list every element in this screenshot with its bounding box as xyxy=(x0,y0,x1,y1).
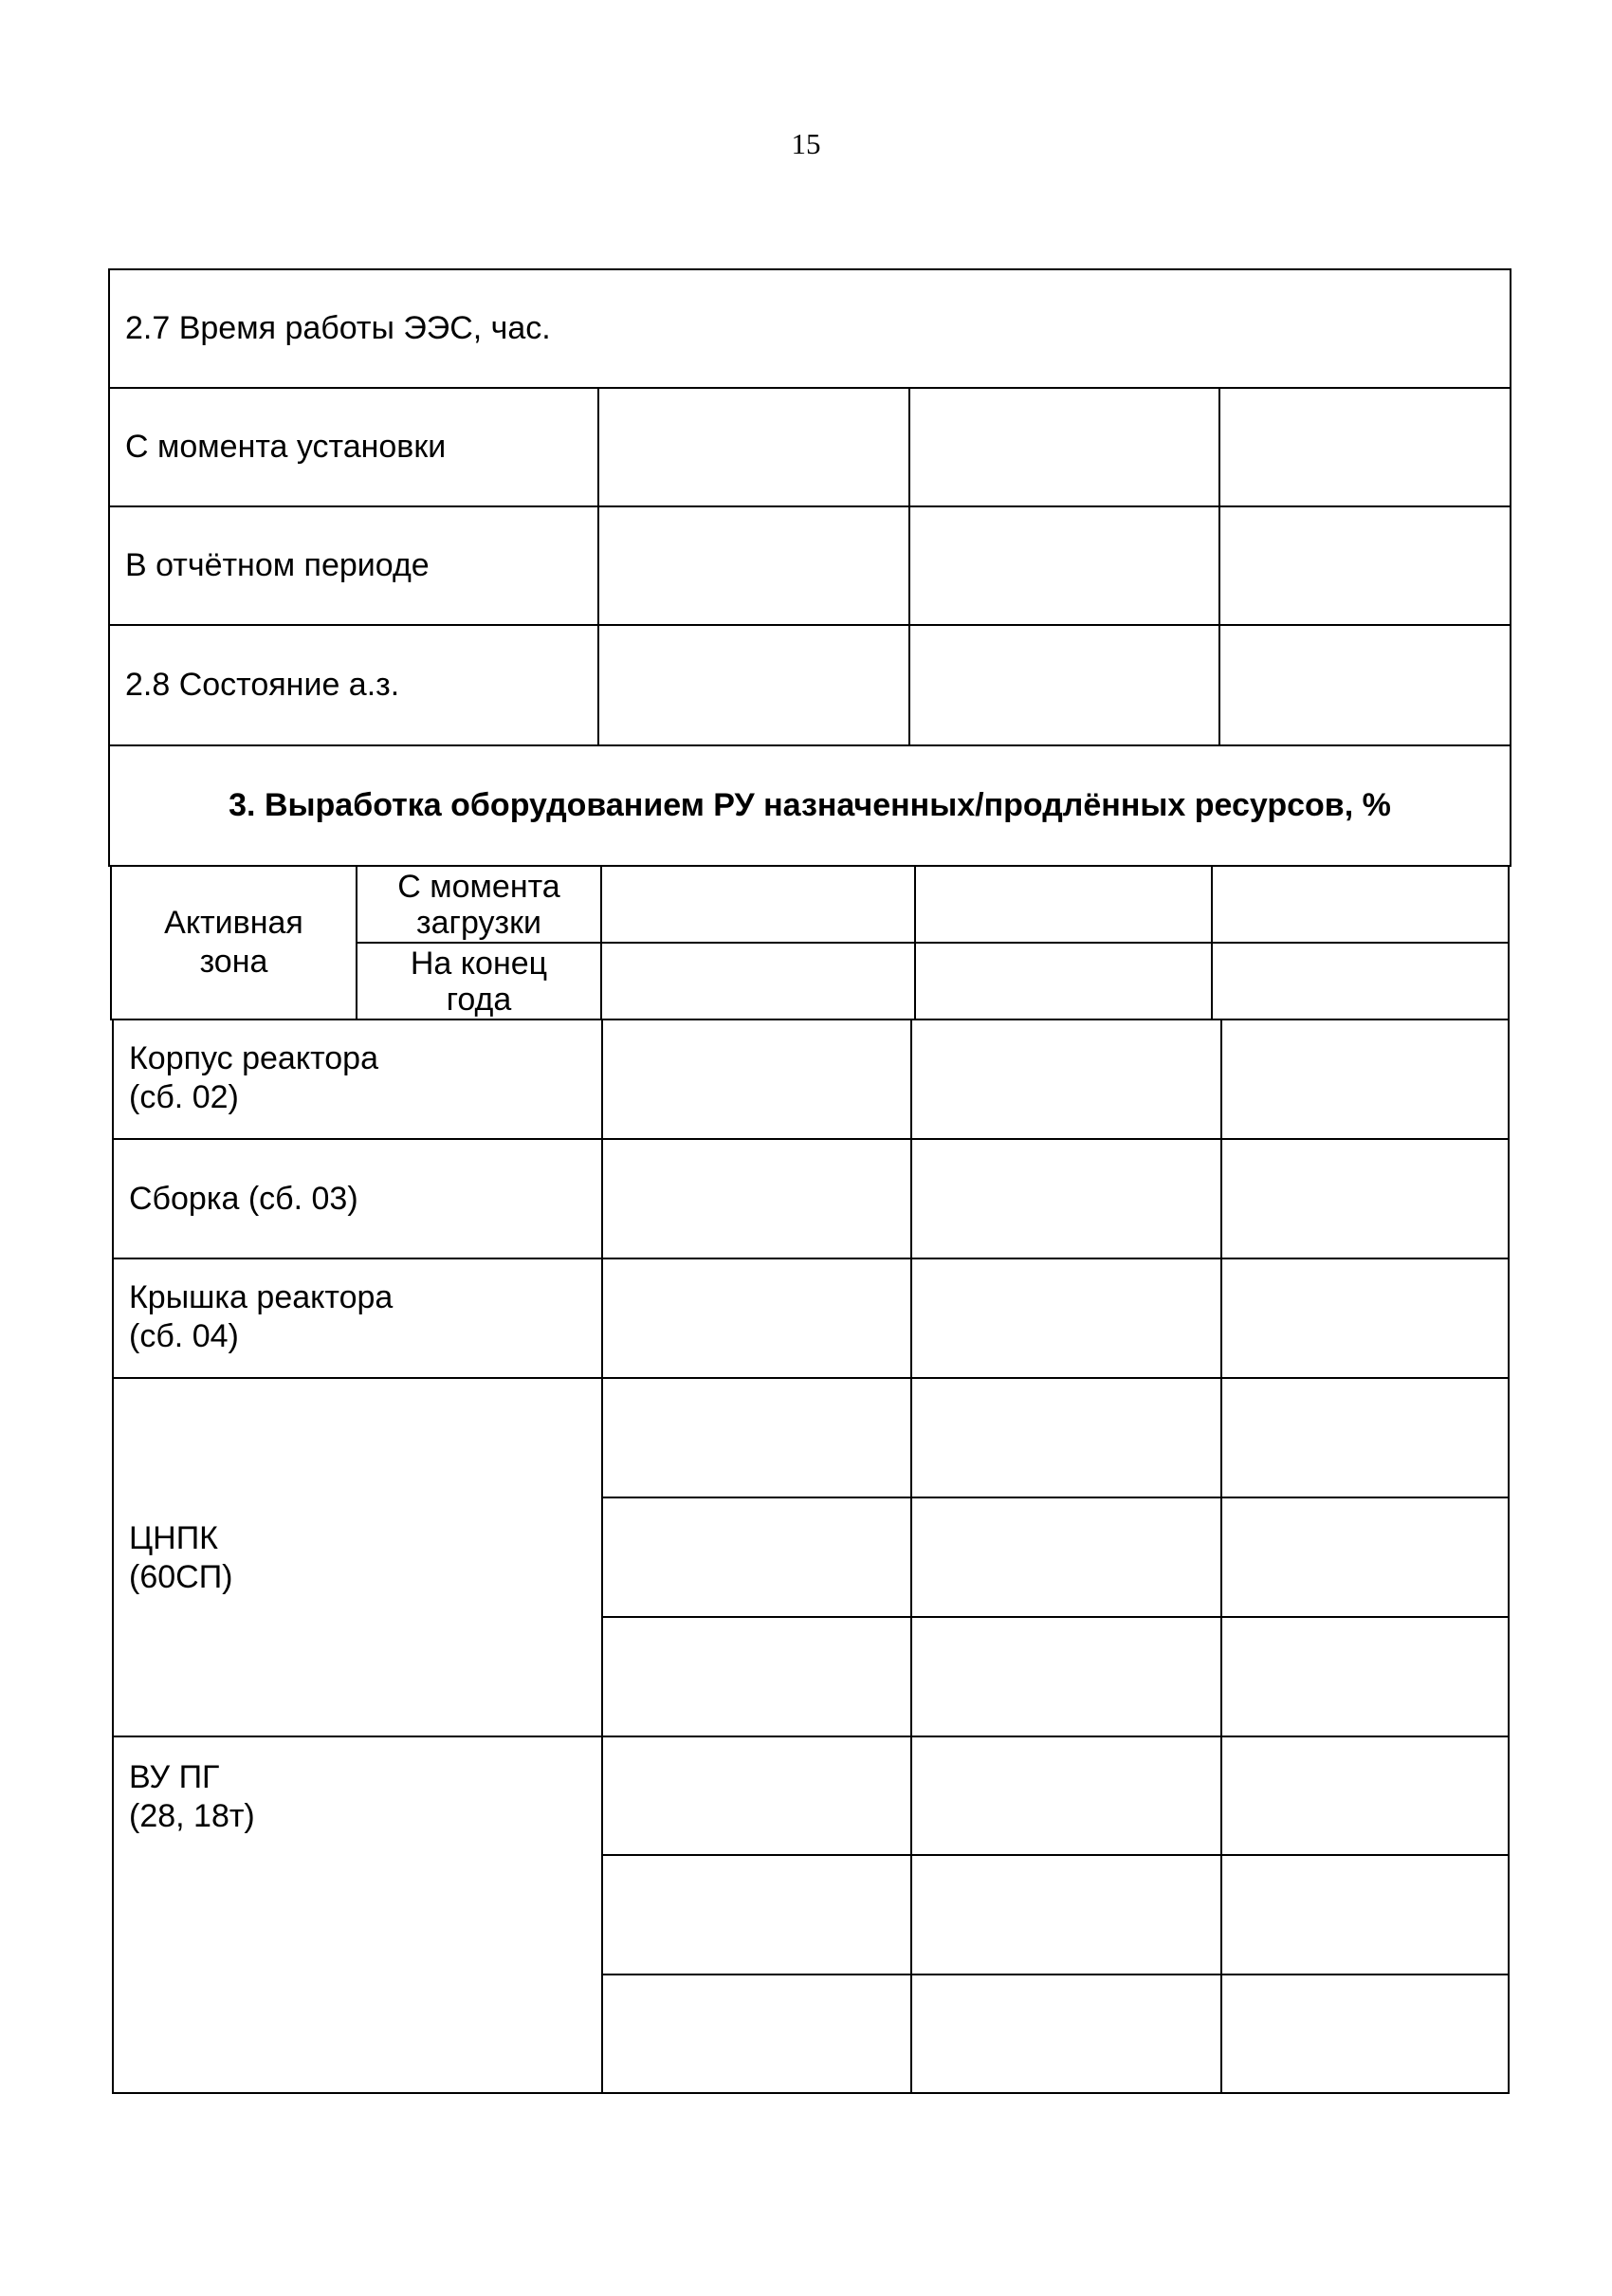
value-cell xyxy=(910,1974,1222,2094)
value-cell xyxy=(601,1377,912,1498)
value-cell xyxy=(597,505,910,626)
since-installation-label: С момента установки xyxy=(108,387,599,507)
value-cell xyxy=(914,942,1213,1020)
page-number: 15 xyxy=(791,127,821,160)
value-cell xyxy=(910,1854,1222,1975)
value-cell xyxy=(910,1138,1222,1259)
value-cell xyxy=(910,1497,1222,1618)
value-cell xyxy=(908,624,1220,746)
value-cell xyxy=(910,1616,1222,1737)
value-cell xyxy=(601,1616,912,1737)
value-cell xyxy=(908,387,1220,507)
value-cell xyxy=(1220,1736,1510,1856)
value-cell xyxy=(597,624,910,746)
value-cell xyxy=(1220,1019,1510,1140)
since-loading-label: С момента загрузки xyxy=(356,865,602,944)
value-cell xyxy=(601,1736,912,1856)
value-cell xyxy=(1220,1497,1510,1618)
value-cell xyxy=(601,1138,912,1259)
value-cell xyxy=(1220,1258,1510,1379)
value-cell xyxy=(1211,942,1510,1020)
value-cell xyxy=(910,1736,1222,1856)
value-cell xyxy=(601,1258,912,1379)
value-cell xyxy=(601,1854,912,1975)
value-cell xyxy=(1218,387,1511,507)
assembly-label: Сборка (сб. 03) xyxy=(112,1138,603,1259)
reactor-vessel-label: Корпус реактора (сб. 02) xyxy=(112,1019,603,1140)
value-cell xyxy=(1220,1974,1510,2094)
value-cell xyxy=(1220,1616,1510,1737)
year-end-label: На конец года xyxy=(356,942,602,1020)
value-cell xyxy=(1211,865,1510,944)
value-cell xyxy=(1220,1854,1510,1975)
core-state-label: 2.8 Состояние а.з. xyxy=(108,624,599,746)
value-cell xyxy=(1218,624,1511,746)
value-cell xyxy=(1220,1377,1510,1498)
vu-pg-label: ВУ ПГ (28, 18т) xyxy=(112,1736,603,2094)
value-cell xyxy=(601,1497,912,1618)
value-cell xyxy=(1220,1138,1510,1259)
value-cell xyxy=(597,387,910,507)
reactor-cover-label: Крышка реактора (сб. 04) xyxy=(112,1258,603,1379)
reporting-period-label: В отчётном периоде xyxy=(108,505,599,626)
section-3-title: 3. Выработка оборудованием РУ назначенных/продлённых ресурсов, % xyxy=(108,744,1511,867)
value-cell xyxy=(601,1019,912,1140)
value-cell xyxy=(910,1019,1222,1140)
value-cell xyxy=(910,1377,1222,1498)
value-cell xyxy=(910,1258,1222,1379)
value-cell xyxy=(908,505,1220,626)
value-cell xyxy=(601,1974,912,2094)
value-cell xyxy=(914,865,1213,944)
operating-time-title: 2.7 Время работы ЭЭС, час. xyxy=(108,268,1511,389)
value-cell xyxy=(600,942,916,1020)
value-cell xyxy=(600,865,916,944)
cnpk-label: ЦНПК (60СП) xyxy=(112,1377,603,1737)
value-cell xyxy=(1218,505,1511,626)
active-core-label: Активная зона xyxy=(110,865,357,1020)
